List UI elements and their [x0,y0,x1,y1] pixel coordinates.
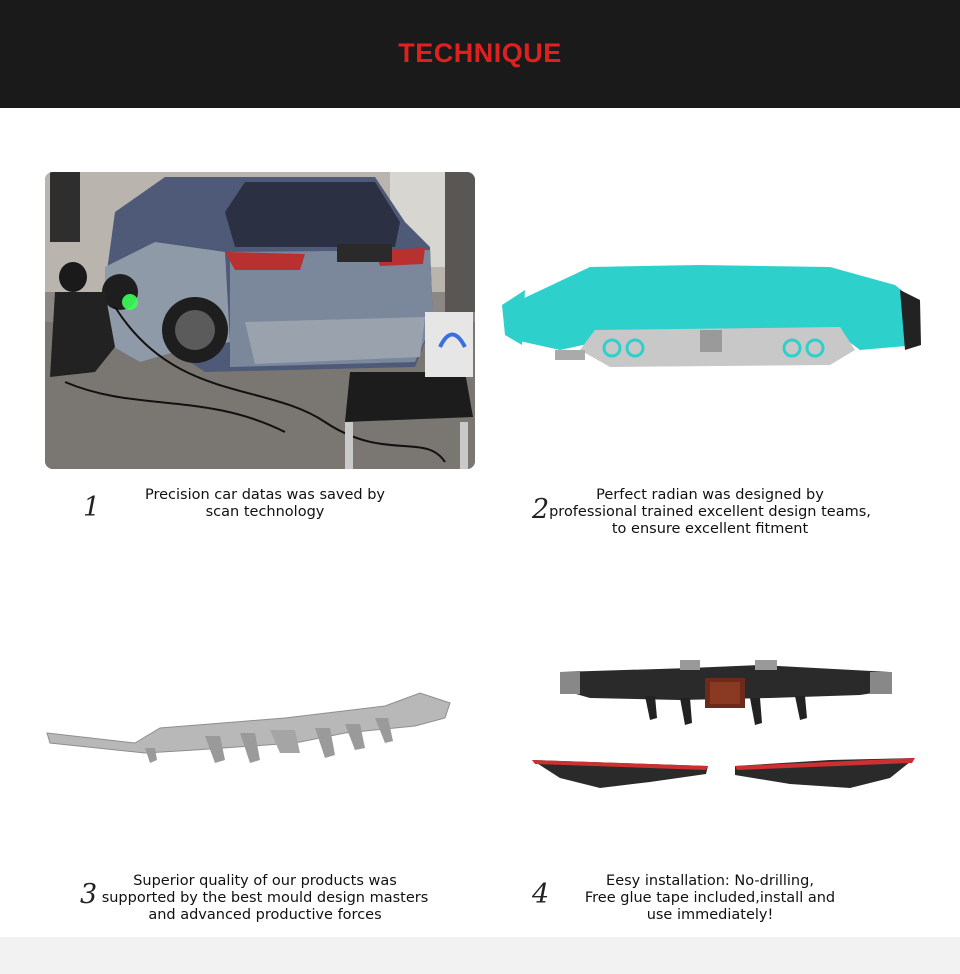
step-4-caption-line: Eesy installation: No-drilling, [606,873,814,889]
step-2-number: 2 [532,494,550,525]
step-3-caption-line: Superior quality of our products was [133,873,397,889]
step-1-caption-line: scan technology [205,504,325,520]
header-bar [0,0,960,108]
silver-diffuser-illustration [45,688,455,768]
step-1-caption-line: Precision car datas was saved by [144,487,385,503]
step-2-caption-line: professional trained excellent design teams, [549,504,871,520]
step-2-caption [542,487,878,538]
silver-diffuser-mould [45,688,455,768]
step-1-number: 1 [83,492,101,523]
teal-bumper-design-render [500,245,922,370]
step-2-caption-line: Perfect radian was designed by [596,487,824,503]
carbon-parts-illustration [530,660,915,795]
bumper-render-illustration [500,245,922,370]
step-4-caption-line: use immediately! [646,907,774,923]
step-3-caption [95,873,435,924]
step-3-caption-line: and advanced productive forces [148,907,382,923]
page-title: TECHNIQUE [398,37,562,68]
step-4-number: 4 [532,879,550,910]
step-3-caption-line: supported by the best mould design masters [101,890,429,906]
car-scan-illustration [45,172,475,469]
car-scan-photo [45,172,475,469]
step-4-caption [570,873,850,924]
step-3-number: 3 [80,879,98,910]
step-4-caption-line: Free glue tape included,install and [584,890,836,906]
step-1-caption [105,487,425,521]
footer-band [0,937,960,974]
carbon-diffuser-parts [530,660,915,795]
step-2-caption-line: to ensure excellent fitment [611,521,809,537]
